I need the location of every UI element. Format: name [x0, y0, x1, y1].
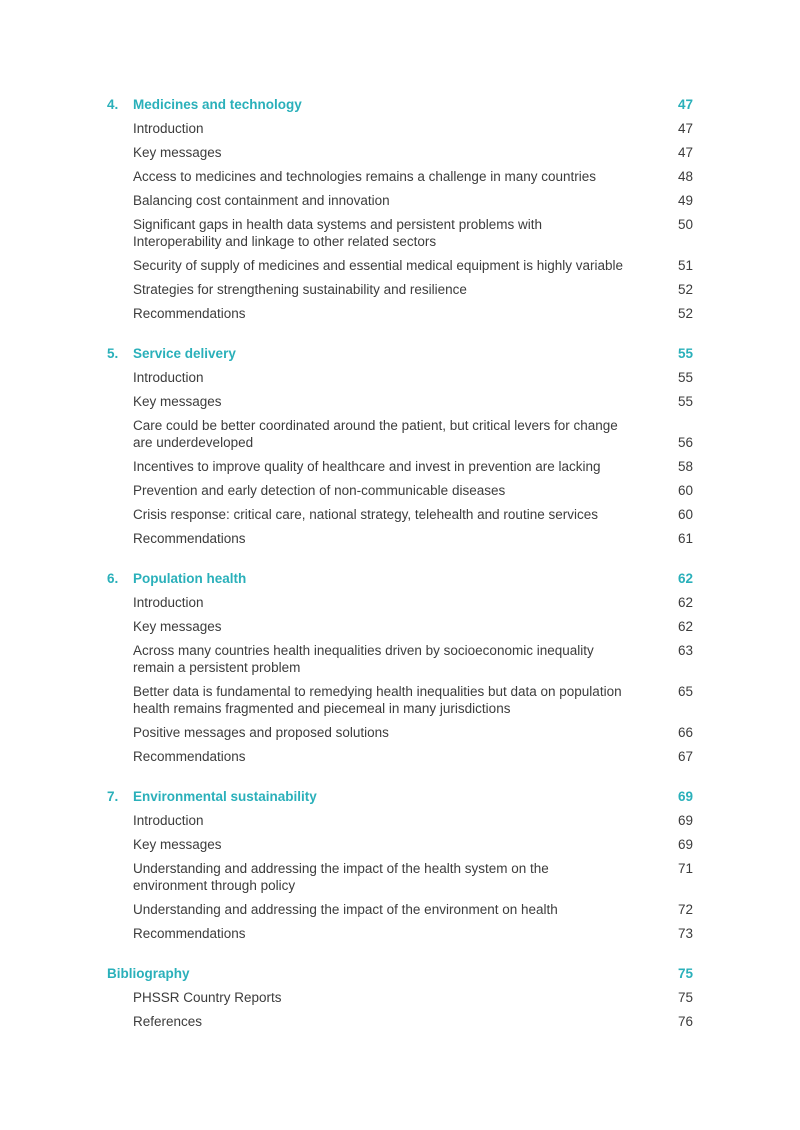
- toc-entry[interactable]: [107, 614, 693, 638]
- toc-entry[interactable]: [107, 140, 693, 164]
- page-number: 67: [677, 748, 693, 764]
- page-number: 62: [677, 570, 693, 586]
- toc-entry[interactable]: [107, 389, 693, 413]
- entry-title: References: [133, 1013, 203, 1029]
- toc-entry[interactable]: [107, 638, 693, 679]
- toc-entry[interactable]: [107, 188, 693, 212]
- toc-entry[interactable]: [107, 744, 693, 768]
- entry-title: Recommendations: [133, 530, 246, 546]
- toc-entry[interactable]: [107, 301, 693, 325]
- toc-heading[interactable]: [107, 341, 693, 365]
- entry-title: Strategies for strengthening sustainability and resilience: [133, 281, 467, 297]
- page-number: 75: [677, 965, 693, 981]
- entry-title: Security of supply of medicines and essential medical equipment is highly variable: [133, 257, 624, 273]
- entry-title: Prevention and early detection of non-communicable diseases: [133, 482, 506, 498]
- toc-entry[interactable]: [107, 502, 693, 526]
- page-number: 55: [677, 369, 693, 385]
- page-number: 76: [677, 1013, 693, 1029]
- entry-title: Incentives to improve quality of healthcare and invest in prevention are lacking: [133, 458, 601, 474]
- page-number: 69: [677, 812, 693, 828]
- page-number: 58: [677, 458, 693, 474]
- page-number: 61: [677, 530, 693, 546]
- toc-heading[interactable]: [107, 784, 693, 808]
- entry-title: Understanding and addressing the impact of the health system on the environment through policy: [133, 860, 549, 893]
- page-number: 73: [677, 925, 693, 941]
- toc-entry[interactable]: [107, 897, 693, 921]
- entry-title: Recommendations: [133, 305, 246, 321]
- toc-entry[interactable]: [107, 808, 693, 832]
- section-number: 5.: [107, 345, 119, 361]
- page-number: 63: [677, 642, 693, 658]
- page-number: 48: [677, 168, 693, 184]
- toc-section-bibliography: [107, 961, 693, 1033]
- toc-entry[interactable]: [107, 164, 693, 188]
- entry-title: Crisis response: critical care, national strategy, telehealth and routine services: [133, 506, 598, 522]
- entry-title: Introduction: [133, 812, 204, 828]
- page-number: 69: [677, 836, 693, 852]
- page-number: 52: [677, 281, 693, 297]
- section-number: 6.: [107, 570, 119, 586]
- toc-entry[interactable]: [107, 253, 693, 277]
- page-number: 47: [677, 144, 693, 160]
- toc-entry[interactable]: [107, 832, 693, 856]
- toc-entry[interactable]: [107, 856, 693, 897]
- toc-entry[interactable]: [107, 985, 693, 1009]
- toc-section-4: [107, 92, 693, 325]
- toc-heading[interactable]: [107, 92, 693, 116]
- toc-section-7: [107, 784, 693, 945]
- page-number: 72: [677, 901, 693, 917]
- entry-title: Key messages: [133, 618, 222, 634]
- toc-section-5: [107, 341, 693, 550]
- toc-entry[interactable]: [107, 277, 693, 301]
- entry-title: Key messages: [133, 836, 222, 852]
- page-number: 62: [677, 618, 693, 634]
- toc-entry[interactable]: [107, 679, 693, 720]
- page-number: 49: [677, 192, 693, 208]
- toc-heading[interactable]: [107, 566, 693, 590]
- page-number: 60: [677, 506, 693, 522]
- page-number: 62: [677, 594, 693, 610]
- page-number: 65: [677, 683, 693, 699]
- page-number: 69: [677, 788, 693, 804]
- toc-entry[interactable]: [107, 720, 693, 744]
- page-number: 66: [677, 724, 693, 740]
- page-number: 47: [677, 120, 693, 136]
- section-title: Medicines and technology: [133, 96, 302, 112]
- toc-entry[interactable]: [107, 1009, 693, 1033]
- toc-entry[interactable]: [107, 116, 693, 140]
- entry-title: Across many countries health inequalities driven by socioeconomic inequality remain a persistent problem: [133, 642, 594, 675]
- toc-heading[interactable]: [107, 961, 693, 985]
- entry-title: Better data is fundamental to remedying health inequalities but data on population health remains fragmented and piecemeal in many jurisdictions: [133, 683, 622, 716]
- section-title: Population health: [133, 570, 247, 586]
- toc-entry[interactable]: [107, 365, 693, 389]
- toc-entry[interactable]: [107, 478, 693, 502]
- page-number: 50: [677, 216, 693, 232]
- section-number: 7.: [107, 788, 119, 804]
- page-number: 56: [677, 434, 693, 450]
- entry-title: Recommendations: [133, 925, 246, 941]
- entry-title: PHSSR Country Reports: [133, 989, 282, 1005]
- page-number: 71: [677, 860, 693, 876]
- entry-title: Key messages: [133, 144, 222, 160]
- entry-title: Key messages: [133, 393, 222, 409]
- toc-entry[interactable]: [107, 413, 693, 454]
- page-number: 55: [677, 345, 693, 361]
- entry-title: Significant gaps in health data systems and persistent problems with Interoperability and linkage to other related sectors: [133, 216, 542, 249]
- page-number: 51: [677, 257, 693, 273]
- entry-title: Understanding and addressing the impact of the environment on health: [133, 901, 558, 917]
- toc-entry[interactable]: [107, 526, 693, 550]
- section-title: Service delivery: [133, 345, 236, 361]
- section-number: 4.: [107, 96, 119, 112]
- toc-entry[interactable]: [107, 454, 693, 478]
- entry-title: Balancing cost containment and innovation: [133, 192, 390, 208]
- entry-title: Care could be better coordinated around the patient, but critical levers for change are underdeveloped: [133, 417, 618, 450]
- toc-entry[interactable]: [107, 590, 693, 614]
- toc-section-6: [107, 566, 693, 768]
- toc-entry[interactable]: [107, 212, 693, 253]
- entry-title: Access to medicines and technologies remains a challenge in many countries: [133, 168, 597, 184]
- entry-title: Positive messages and proposed solutions: [133, 724, 389, 740]
- page-number: 47: [677, 96, 693, 112]
- entry-title: Introduction: [133, 120, 204, 136]
- page-number: 60: [677, 482, 693, 498]
- entry-title: Recommendations: [133, 748, 246, 764]
- page-number: 55: [677, 393, 693, 409]
- entry-title: Introduction: [133, 594, 204, 610]
- toc-entry[interactable]: [107, 921, 693, 945]
- section-title: Bibliography: [107, 965, 190, 981]
- page-number: 75: [677, 989, 693, 1005]
- section-title: Environmental sustainability: [133, 788, 317, 804]
- page-number: 52: [677, 305, 693, 321]
- entry-title: Introduction: [133, 369, 204, 385]
